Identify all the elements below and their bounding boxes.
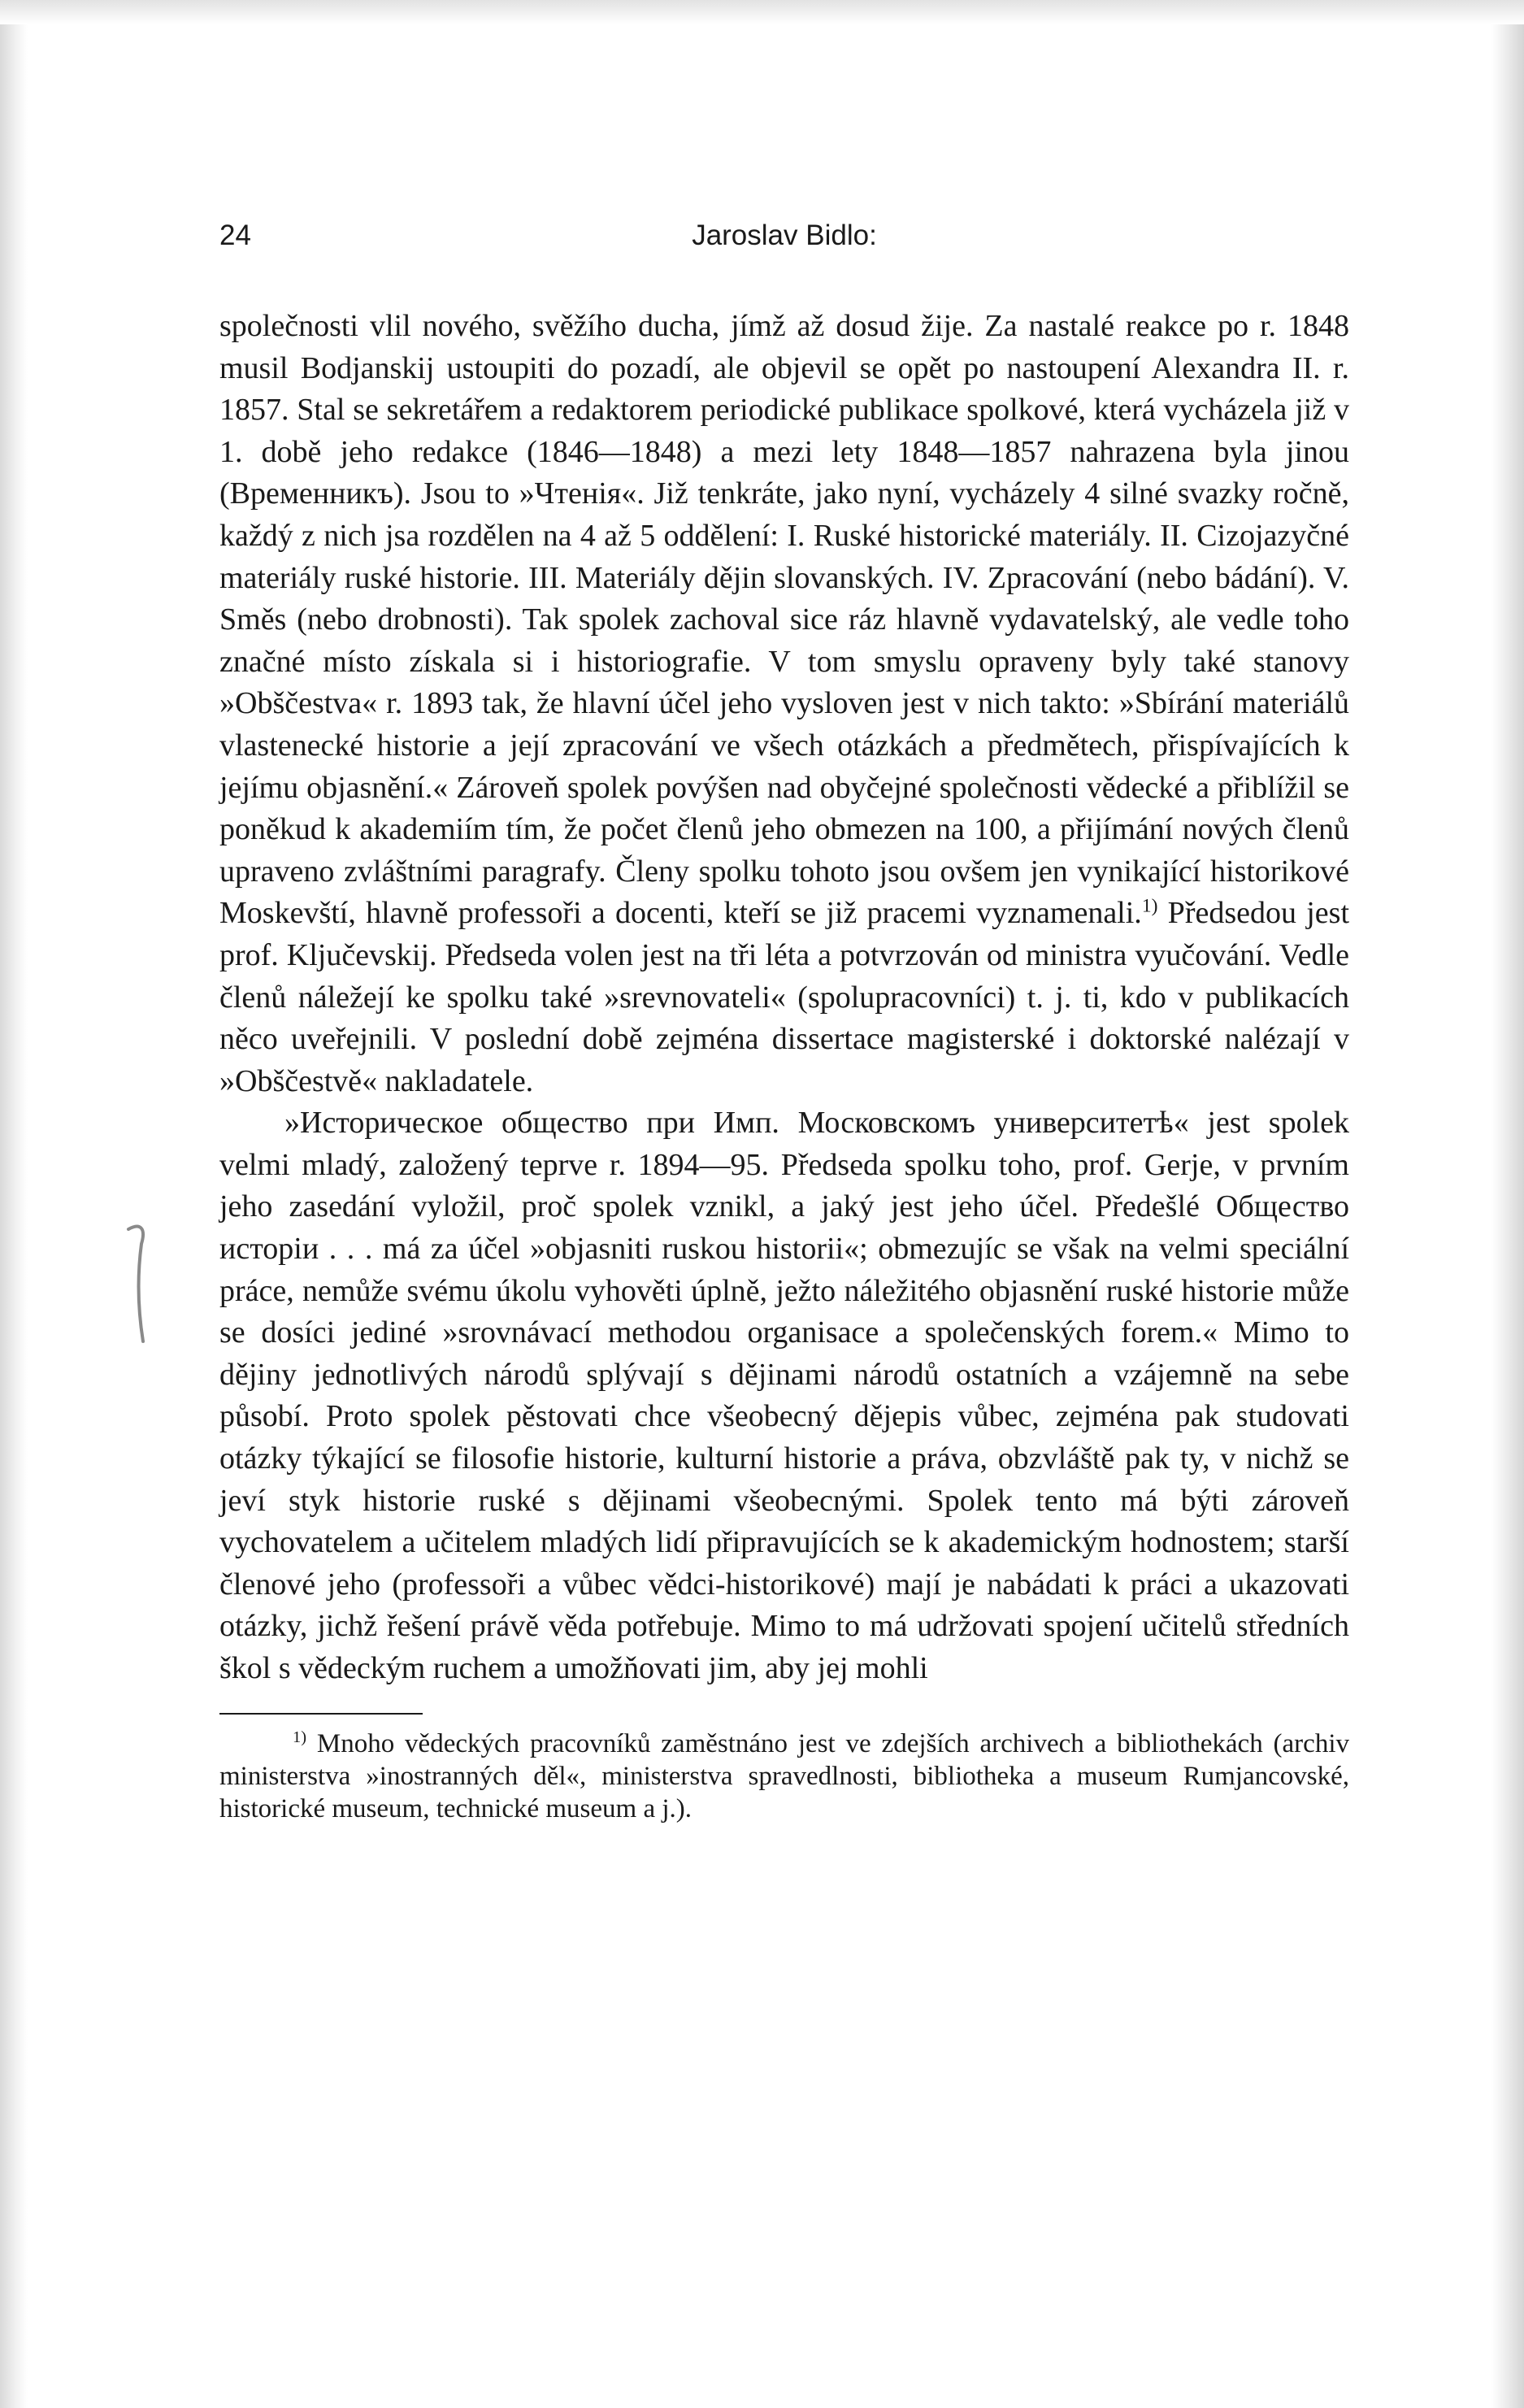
footnote-reference: 1) <box>1141 895 1158 917</box>
body-text <box>219 306 1349 1690</box>
paragraph-1 <box>219 306 1349 1102</box>
paragraph-1-tail: Předsedou jest prof. Ključevskij. Předseda volen jest na tři léta a potvrzován od ministra vyučování. Vedle členů náležejí ke spolku také »srevnovateli« (spolupracovníci) t. j. ti, kdo v publikacích něco uveřejnili. V poslední době zejména dissertace magisterské i doktorské nalézají v »Obščestvě« nakladatele. <box>219 896 1350 1098</box>
scan-edge-top <box>0 0 1524 24</box>
footnote <box>219 1728 1349 1825</box>
page-number: 24 <box>219 220 251 251</box>
paragraph-1-text: společnosti vlil nového, svěžího ducha, jímž až dosud žije. Za nastalé reakce po r. 1848 musil Bodjanskij ustoupiti do pozadí, ale objevil se opět po nastoupení Alexandra II. r. 1857. Stal se sekretářem a redaktorem periodické publikace spolkové, která vycházela již v 1. době jeho redakce (1846—1848) a mezi lety 1848—1857 nahrazena byla jinou (Временникъ). Jsou to »Чтенія«. Již tenkráte, jako nyní, vycházely 4 silné svazky ročně, každý z nich jsa rozdělen na 4 až 5 oddělení: I. Ruské historické materiály. II. Cizojazyčné materiály ruské historie. III. Materiály dějin slovanských. IV. Zpracování (nebo bádání). V. Směs (nebo drobnosti). Tak spolek zachoval sice ráz hlavně vydavatelský, ale vedle toho značné místo získala si i historiografie. V tom smyslu opraveny byly také stanovy »Obščestva« r. 1893 tak, že hlavní účel jeho vysloven jest v nich takto: »Sbírání materiálů vlastenecké historie a její zpracování ve všech otázkách a předmětech, přispívajících k jejímu objasnění.« Zároveň spolek povýšen nad obyčejné společnosti vědecké a přiblížil se poněkud k akademiím tím, že počet členů jeho obmezen na 100, a přijímání nových členů upraveno zvláštními paragrafy. Členy spolku tohoto jsou ovšem jen vynikající historikové Moskevští, hlavně professoři a docenti, kteří se již pracemi vyznamenali. <box>219 309 1349 931</box>
running-head <box>219 220 1349 268</box>
footnote-divider <box>219 1713 423 1715</box>
scan-edge-right <box>1491 0 1524 2408</box>
margin-pencil-mark <box>122 1219 154 1350</box>
paragraph-2: »Историческое общество при Имп. Московскомъ университетѣ« jest spolek velmi mladý, založený teprve r. 1894—95. Předseda spolku toho, prof. Gerje, v prvním jeho zasedání vyložil, proč spolek vznikl, a jaký jest jeho účel. Předešlé Общество исторіи . . . má za účel »objasniti ruskou historii«; obmezujíc se však na velmi speciální práce, nemůže svému úkolu vyhověti úplně, ježto náležitého objasnění ruské historie může se dosíci jediné »srovnávací methodou organisace a společenských forem.« Mimo to dějiny jednotlivých národů splývají s dějinami národů ostatních a vzájemně na sebe působí. Proto spolek pěstovati chce všeobecný dějepis vůbec, zejména pak studovati otázky týkající se filosofie historie, kulturní historie a práva, obzvláště pak ty, v nichž se jeví styk historie ruské s dějinami všeobecnými. Spolek tento má býti zároveň vychovatelem a učitelem mladých lidí připravujících se k akademickým hodnostem; starší členové jeho (professoři a vůbec vědci-historikové) mají je nabádati k práci a ukazovati otázky, jichž řešení právě věda potřebuje. Mimo to má udržovati spojení učitelů středních škol s vědeckým ruchem a umožňovati jim, aby jej mohli <box>219 1106 1349 1685</box>
book-page <box>219 220 1349 1852</box>
footnote-text: Mnoho vědeckých pracovníků zaměstnáno jest ve zdejších archivech a bibliothekách (archiv ministerstva »inostranných děl«, ministerstva spravedlnosti, bibliotheka a museum Rumjancovské, historické museum, technické museum a j.). <box>219 1728 1349 1823</box>
scan-edge-left <box>0 0 28 2408</box>
footnote-marker: 1) <box>293 1728 307 1746</box>
running-title: Jaroslav Bidlo: <box>692 220 877 251</box>
